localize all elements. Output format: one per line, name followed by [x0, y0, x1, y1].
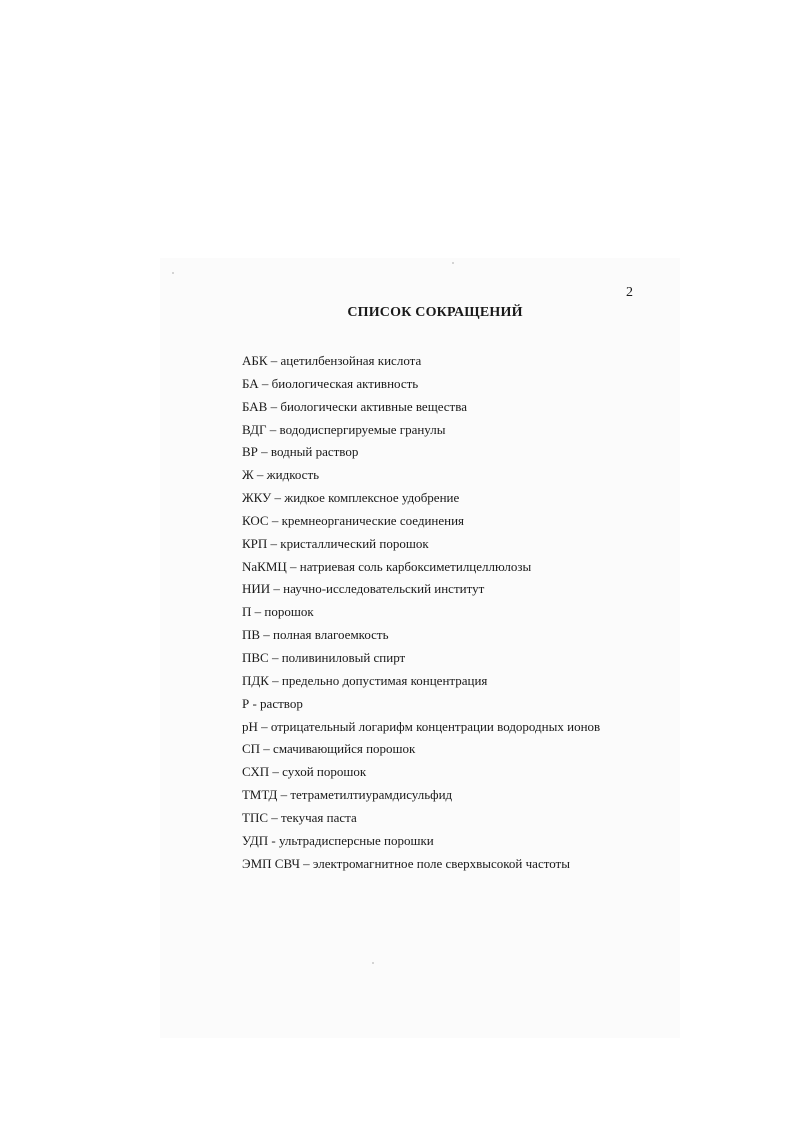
- abbreviation-item: ПВ – полная влагоемкость: [242, 627, 389, 643]
- abbreviation-item: П – порошок: [242, 604, 314, 620]
- abbreviation-list: [242, 350, 600, 875]
- abbreviation-item: ВДГ – вододиспергируемые гранулы: [242, 421, 446, 437]
- abbreviation-item: ВР – водный раствор: [242, 444, 359, 460]
- abbreviation-item: ТМТД – тетраметилтиурамдисульфид: [242, 787, 453, 803]
- abbreviation-item: КОС – кремнеорганические соединения: [242, 512, 465, 528]
- abbreviation-item: СХП – сухой порошок: [242, 764, 367, 780]
- abbreviation-item: БАВ – биологически активные вещества: [242, 398, 467, 414]
- page-title: СПИСОК СОКРАЩЕНИЙ: [347, 305, 523, 320]
- page-number: 2: [626, 285, 633, 300]
- abbreviation-item: АБК – ацетилбензойная кислота: [242, 353, 422, 368]
- abbreviation-item: pH – отрицательный логарифм концентрации водородных ионов: [242, 718, 601, 734]
- abbreviation-item: Ж – жидкость: [242, 467, 320, 483]
- abbreviation-item: ПДК – предельно допустимая концентрация: [242, 672, 488, 688]
- abbreviation-item: ЖКУ – жидкое комплексное удобрение: [242, 490, 460, 506]
- abbreviation-item: БА – биологическая активность: [242, 375, 419, 391]
- abbreviation-item: ТПС – текучая паста: [242, 809, 357, 825]
- abbreviation-item: КРП – кристаллический порошок: [242, 535, 429, 551]
- abbreviation-item: NaКМЦ – натриевая соль карбоксиметилцеллюлозы: [242, 558, 532, 574]
- abbreviation-item: СП – смачивающийся порошок: [242, 741, 416, 757]
- abbreviation-item: НИИ – научно-исследовательский институт: [242, 581, 485, 597]
- scan-speck: [172, 272, 174, 274]
- abbreviation-item: Р - раствор: [242, 695, 303, 711]
- abbreviation-item: ПВС – поливиниловый спирт: [242, 649, 406, 665]
- scan-speck: [452, 262, 454, 264]
- abbreviation-item: УДП - ультрадисперсные порошки: [242, 832, 434, 848]
- scan-speck: [372, 962, 374, 964]
- abbreviation-item: ЭМП СВЧ – электромагнитное поле сверхвысокой частоты: [242, 855, 570, 871]
